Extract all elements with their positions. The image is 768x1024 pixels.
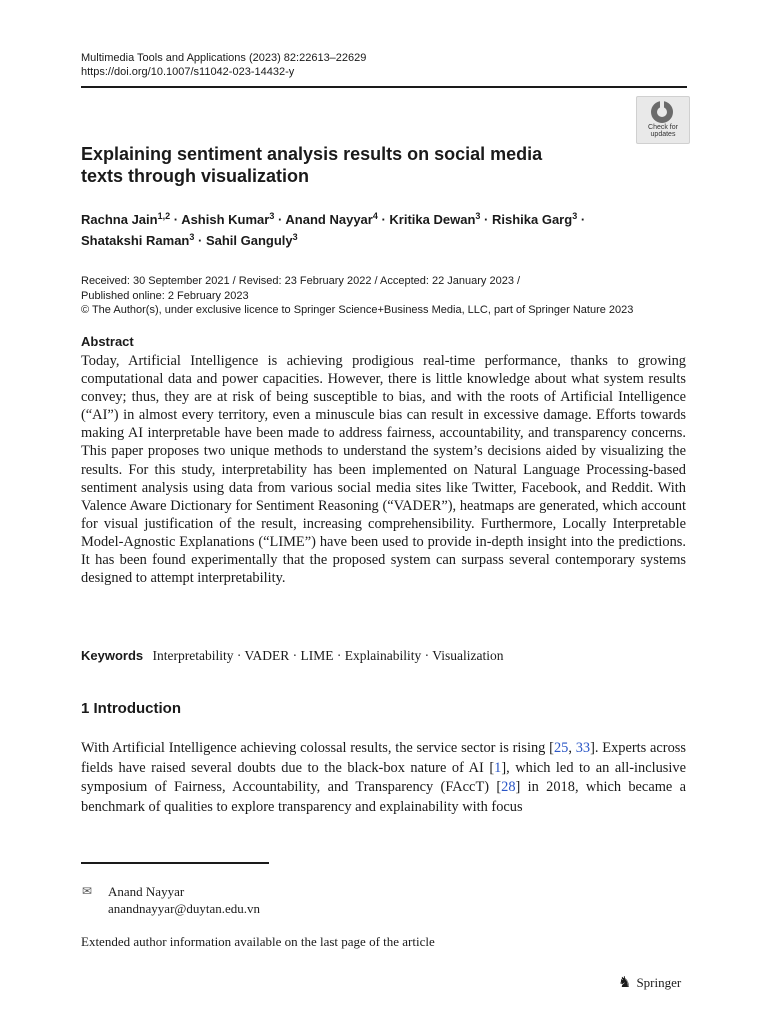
citation-link[interactable]: 28: [501, 779, 516, 796]
published-online: Published online: 2 February 2023: [81, 289, 249, 302]
keyword: Explainability: [344, 648, 422, 663]
check-for-updates-icon: [651, 101, 673, 123]
author-name[interactable]: Rishika Garg: [491, 212, 573, 227]
keyword: LIME: [300, 648, 334, 663]
footnote-rule: [81, 862, 269, 864]
citation-link[interactable]: 1: [494, 759, 502, 776]
keyword: Visualization: [432, 648, 504, 663]
introduction-paragraph: With Artificial Intelligence achieving colossal results, the service sector is rising [25, 33]. Experts across fields have raised several doubts due to the black-box nature of AI [1], which led to an all-inclusive symposium of Fairness, Accountability, and Transparency (FAccT) [28] in 2018, which became a benchmark of qualities to explore transparency and explainability with focus: [81, 740, 686, 815]
badge-line-2: updates: [650, 131, 676, 138]
keyword: VADER: [244, 648, 290, 663]
author-affiliation: 3: [189, 232, 195, 242]
author-affiliation: 3: [269, 211, 275, 221]
publication-dates: [81, 274, 691, 318]
author-affiliation: 3: [572, 211, 578, 221]
citation-link[interactable]: 33: [575, 740, 591, 756]
envelope-icon: ✉: [82, 884, 93, 898]
received-revised-accepted: Received: 30 September 2021 / Revised: 23 February 2022 / Accepted: 22 January 2023 /: [81, 275, 521, 287]
doi-link[interactable]: https://doi.org/10.1007/s11042-023-14432-y: [81, 66, 295, 78]
author-name[interactable]: Sahil Ganguly: [205, 233, 293, 248]
extended-author-info: Extended author information available on the last page of the article: [81, 934, 435, 949]
header-rule: [81, 86, 687, 88]
title-line-2: texts through visualization: [81, 166, 310, 186]
author-name[interactable]: Rachna Jain: [81, 212, 158, 227]
citation-link[interactable]: 25: [553, 740, 569, 756]
abstract-heading: Abstract: [81, 334, 134, 349]
section-heading-introduction: 1 Introduction: [81, 700, 181, 717]
corresponding-author-name: Anand Nayyar: [108, 884, 185, 899]
author-name[interactable]: Kritika Dewan: [389, 212, 476, 227]
author-name[interactable]: Ashish Kumar: [181, 212, 270, 227]
author-name[interactable]: Shatakshi Raman: [81, 233, 190, 248]
journal-header: [81, 51, 366, 79]
springer-horse-icon: ♞: [618, 975, 632, 991]
keywords-label: Keywords: [81, 648, 144, 663]
badge-line-1: Check for: [648, 124, 678, 131]
copyright-notice: © The Author(s), under exclusive licence to Springer Science+Business Media, LLC, part of Springer Nature 2023: [81, 304, 634, 316]
author-list: Rachna Jain$^{1,2}$ · Ashish Kumar$^3$ · Anand Nayyar$^4$ · Kritika Dewan$^3$ · Rishika Garg$^3$ · Shatakshi Raman$^3$ · Sahil Ganguly$^3$: [81, 211, 586, 248]
corresponding-author: [108, 883, 260, 917]
check-for-updates-badge[interactable]: [636, 96, 690, 144]
paper-title: [81, 143, 621, 187]
keyword: Interpretability: [152, 648, 234, 663]
abstract-body: Today, Artificial Intelligence is achieving prodigious real-time performance, thanks to growing computational data and power capacities. However, there is little knowledge about what system results convey; thus, they are at risk of being susceptible to bias, and with the roots of Artificial Intelligence (“AI”) in almost every territory, even a minuscule bias can result in excessive damage. Efforts towards making AI interpretable have been made to address fairness, accountability, and transparency concerns. This paper proposes two unique methods to understand the system’s decisions aided by visualizing the results. For this study, interpretability has been implemented on Natural Language Processing-based sentiment analysis using data from various social media sites like Twitter, Facebook, and Reddit. With Valence Aware Dictionary for Sentiment Reasoning (“VADER”), heatmaps are generated, which account for visual justification of the result, increasing comprehensibility. Furthermore, Locally Interpretable Model-Agnostic Explanations (“LIME”) have been used to provide in-depth insight into the predictions. It has been found experimentally that the proposed system can surpass several contemporary systems designed to attempt interpretability.: [81, 353, 686, 587]
springer-logo: [618, 973, 681, 992]
publisher-name: Springer: [636, 974, 682, 990]
author-affiliation: 3: [292, 232, 298, 242]
keywords-line: Keywords Interpretability · VADER · LIME · Explainability · Visualization: [81, 648, 504, 663]
author-affiliation: 4: [372, 211, 378, 221]
author-name[interactable]: Anand Nayyar: [285, 212, 373, 227]
journal-citation: Multimedia Tools and Applications (2023) 82:22613–22629: [81, 52, 367, 64]
author-affiliation: 1,2: [157, 211, 171, 221]
title-line-1: Explaining sentiment analysis results on social media: [81, 144, 543, 164]
author-affiliation: 3: [475, 211, 481, 221]
corresponding-author-email[interactable]: anandnayyar@duytan.edu.vn: [108, 901, 261, 916]
